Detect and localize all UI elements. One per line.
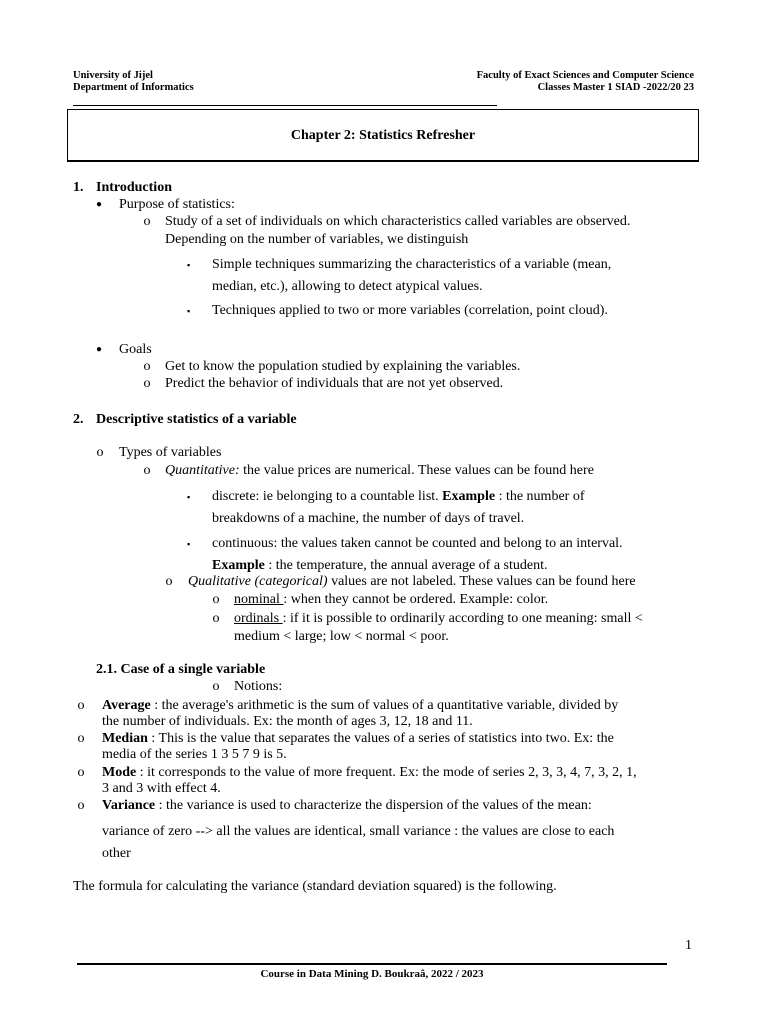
ordinal-label: ordinals (234, 611, 283, 626)
nominal-line (234, 591, 548, 608)
header-rule (73, 105, 497, 106)
circle-bullet-icon: o (143, 359, 151, 374)
average-text: : the average's arithmetic is the sum of values of a quantitative variable, divided by (150, 698, 619, 713)
goal-2: Predict the behavior of individuals that are not yet observed. (165, 376, 504, 391)
types-of-variables: Types of variables (119, 445, 222, 460)
section1-number: 1. (73, 180, 84, 195)
page-number: 1 (685, 938, 692, 953)
mode-text: : it corresponds to the value of more frequent. Ex: the mode of series 2, 3, 3, 4, 7, 3, 2, 1, (136, 765, 637, 780)
header-university: University of Jijel (73, 70, 153, 81)
ordinal-line-2: medium < large; low < normal < poor. (234, 629, 449, 644)
qualitative-line (188, 573, 636, 590)
chapter-title: Chapter 2: Statistics Refresher (290, 128, 476, 143)
median-line-2: media of the series 1 3 5 7 9 is 5. (102, 747, 287, 762)
circle-bullet-icon: o (143, 463, 151, 478)
mode-label: Mode (102, 765, 137, 780)
technique-2: Techniques applied to two or more variables (correlation, point cloud). (212, 303, 608, 318)
quantitative-label: Quantitative: (165, 463, 240, 478)
section2-number: 2. (73, 412, 84, 427)
median-text: : This is the value that separates the values of a series of statistics into two. Ex: the (147, 731, 614, 746)
bullet-icon: ● (95, 344, 103, 355)
continuous-text-tail: : the temperature, the annual average of a student. (264, 558, 548, 573)
ordinal-line-1 (234, 610, 643, 627)
purpose-item: Purpose of statistics: (119, 197, 235, 212)
circle-bullet-icon: o (165, 574, 173, 589)
circle-bullet-icon: o (77, 798, 85, 813)
example-label: Example (212, 558, 265, 573)
qualitative-label: Qualitative (categorical) (188, 574, 328, 589)
circle-bullet-icon: o (143, 376, 151, 391)
quantitative-text: the value prices are numerical. These values can be found here (239, 463, 594, 478)
square-bullet-icon: ▪ (187, 492, 191, 502)
formula-intro: The formula for calculating the variance (standard deviation squared) is the following. (73, 879, 557, 894)
circle-bullet-icon: o (212, 611, 220, 626)
qualitative-text: values are not labeled. These values can be found here (327, 574, 636, 589)
median-label: Median (102, 731, 148, 746)
continuous-line-1: continuous: the values taken cannot be counted and belong to an interval. (212, 536, 623, 551)
quantitative-line (165, 462, 594, 479)
bullet-icon: ● (95, 199, 103, 210)
footer-rule (77, 963, 667, 965)
mode-line-1 (102, 764, 637, 781)
nominal-text: : when they cannot be ordered. Example: color. (283, 592, 549, 607)
variance-line-3: other (102, 846, 131, 861)
study-line-1: Study of a set of individuals on which characteristics called variables are observed. (165, 214, 631, 229)
discrete-text: discrete: ie belonging to a countable list. (212, 489, 439, 504)
circle-bullet-icon: o (77, 765, 85, 780)
mode-line-2: 3 and 3 with effect 4. (102, 781, 221, 796)
square-bullet-icon: ▪ (187, 539, 191, 549)
study-line-2: Depending on the number of variables, we distinguish (165, 232, 469, 247)
notions-item: Notions: (234, 679, 283, 694)
median-line-1 (102, 730, 614, 747)
header-faculty: Faculty of Exact Sciences and Computer Science (476, 70, 694, 81)
circle-bullet-icon: o (77, 731, 85, 746)
discrete-text-tail: : the number of (495, 489, 585, 504)
square-bullet-icon: ▪ (187, 260, 191, 270)
goal-1: Get to know the population studied by explaining the variables. (165, 359, 521, 374)
header-classes: Classes Master 1 SIAD -2022/20 23 (537, 82, 694, 93)
header-department: Department of Informatics (73, 82, 194, 93)
average-label: Average (102, 698, 151, 713)
circle-bullet-icon: o (96, 445, 104, 460)
example-label: Example (442, 489, 496, 504)
nominal-label: nominal (234, 592, 284, 607)
discrete-line-1 (212, 488, 584, 505)
section2-title: Descriptive statistics of a variable (96, 412, 297, 427)
variance-text: : the variance is used to characterize the dispersion of the values of the mean: (155, 798, 592, 813)
square-bullet-icon: ▪ (187, 306, 191, 316)
continuous-line-2 (212, 557, 548, 574)
circle-bullet-icon: o (212, 592, 220, 607)
average-line-1 (102, 697, 618, 714)
ordinal-text: : if it is possible to ordinarily according to one meaning: small < (282, 611, 643, 626)
circle-bullet-icon: o (143, 214, 151, 229)
goals-item: Goals (119, 342, 152, 357)
variance-label: Variance (102, 798, 156, 813)
discrete-line-2: breakdowns of a machine, the number of days of travel. (212, 511, 525, 526)
section1-title: Introduction (96, 180, 172, 195)
variance-line-1 (102, 797, 592, 814)
circle-bullet-icon: o (77, 698, 85, 713)
technique-1-line-2: median, etc.), allowing to detect atypical values. (212, 279, 483, 294)
technique-1-line-1: Simple techniques summarizing the characteristics of a variable (mean, (212, 257, 612, 272)
average-line-2: the number of individuals. Ex: the month of ages 3, 12, 18 and 11. (102, 714, 473, 729)
variance-line-2: variance of zero --> all the values are identical, small variance : the values are close to each (102, 824, 615, 839)
circle-bullet-icon: o (212, 679, 220, 694)
footer-text: Course in Data Mining D. Boukraâ, 2022 / 2023 (260, 968, 484, 980)
subsection21-title: 2.1. Case of a single variable (96, 662, 266, 677)
